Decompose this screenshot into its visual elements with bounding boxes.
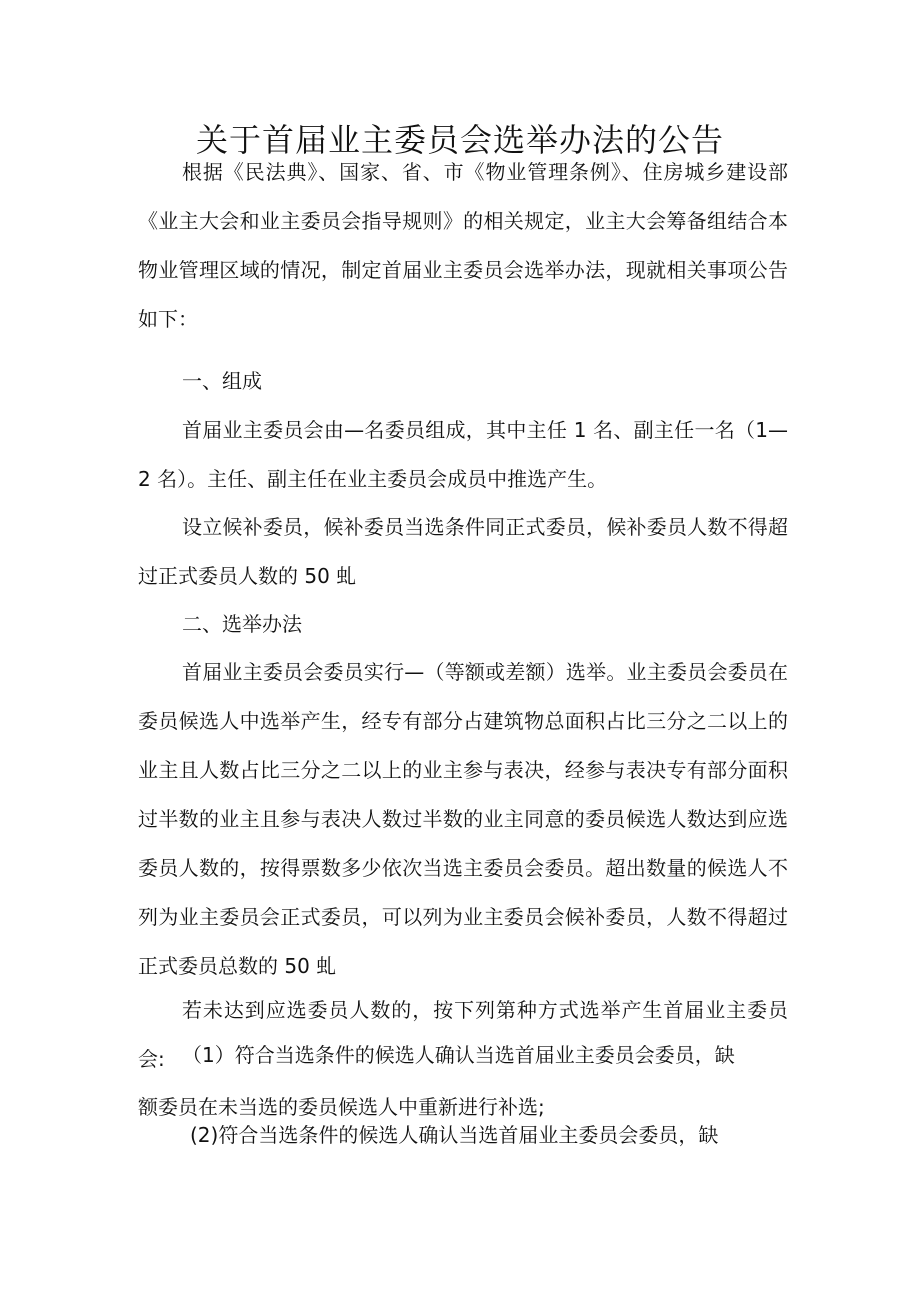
- list-item-1-line-2: 额委员在未当选的委员候选人中重新进行补选;: [138, 1095, 545, 1119]
- list-item-2-line-1: (2)符合当选条件的候选人确认当选首届业主委员会委员，缺: [190, 1123, 719, 1147]
- section2-paragraph-method: 首届业主委员会委员实行—（等额或差额）选举。业主委员会委员在委员候选人中选举产生，经专有部分占建筑物总面积占比三分之二以上的业主且人数占比三分之二以上的业主参与表决，经参与表决专有部分面积过半数的业主且参与表决人数过半数的业主同意的委员候选人数达到应选委员人数的，按得票数多少依次当选主委员会委员。超出数量的候选人不列为业主委员会正式委员，可以列为业主委员会候补委员，人数不得超过正式委员总数的 50 虬: [138, 660, 788, 978]
- section2-heading: 二、选举办法: [182, 612, 302, 636]
- intro-paragraph: 根据《民法典》、国家、省、市《物业管理条例》、住房城乡建设部《业主大会和业主委员会指导规则》的相关规定，业主大会筹备组结合本物业管理区域的情况，制定首届业主委员会选举办法，现就相关事项公告如下：: [138, 160, 788, 331]
- document-title: 关于首届业主委员会选举办法的公告: [195, 121, 724, 159]
- section1-paragraph-alternates: 设立候补委员，候补委员当选条件同正式委员，候补委员人数不得超过正式委员人数的 50 虬: [138, 515, 788, 588]
- section1-heading: 一、组成: [182, 369, 262, 393]
- list-item-1-line-1: （1）符合当选条件的候选人确认当选首届业主委员会委员，缺: [182, 1043, 735, 1067]
- section1-paragraph-composition: 首届业主委员会由—名委员组成，其中主任 1 名、副主任一名（1—2 名）。主任、副主任在业主委员会成员中推选产生。: [138, 418, 788, 491]
- section2-paragraph-fallback: 若未达到应选委员人数的，按下列第种方式选举产生首届业主委员会:: [138, 998, 788, 1071]
